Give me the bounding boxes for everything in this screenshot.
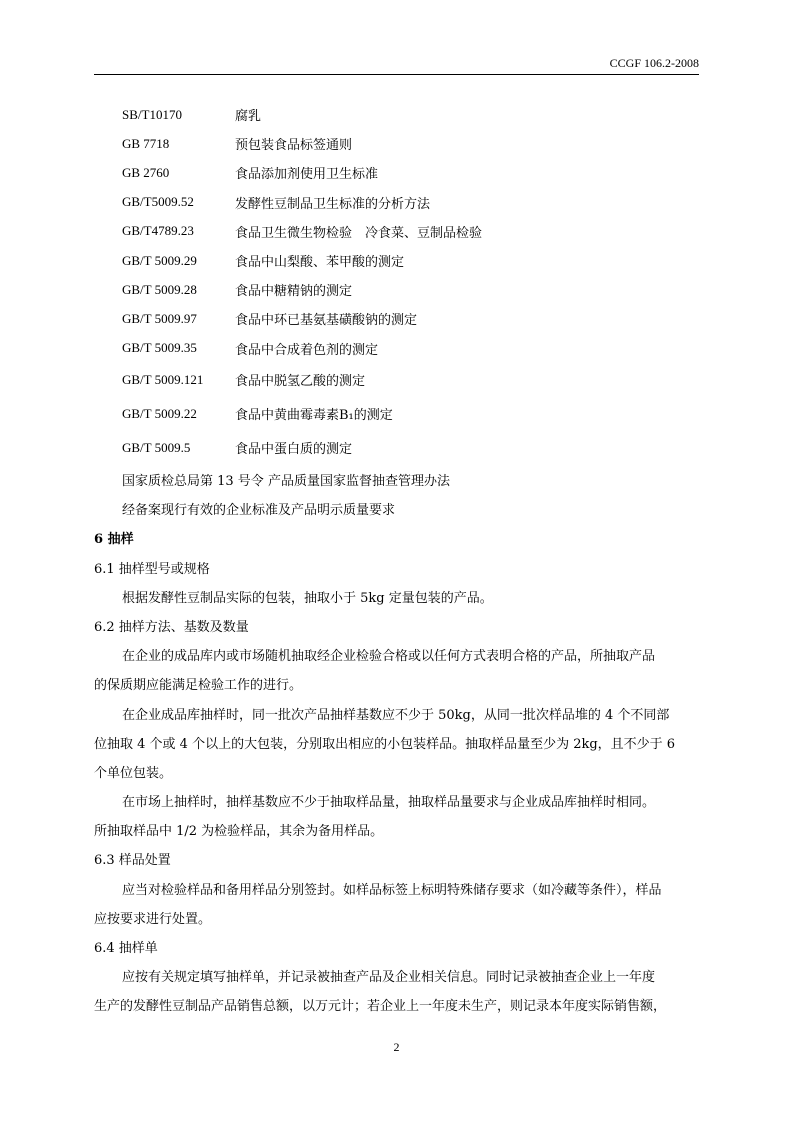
page-number: 2: [393, 1040, 400, 1054]
reference-item: [122, 334, 702, 363]
reference-title: 预包装食品标签通则: [235, 138, 353, 154]
standard-code: CCGF 106.2-2008: [609, 56, 699, 70]
subsection-heading: 6.3 样品处置: [94, 853, 171, 869]
reference-title: 食品中黄曲霉毒素B₁的测定: [235, 408, 393, 424]
reference-list: [122, 100, 702, 465]
paragraph-line: 根据发酵性豆制品实际的包装，抽取小于 5kg 定量包装的产品。: [122, 590, 493, 606]
header-divider: [94, 74, 699, 75]
reference-code: GB/T5009.52: [122, 194, 194, 210]
reference-title: 食品中环已基氨基磺酸钠的测定: [235, 313, 418, 329]
reference-item: [122, 188, 702, 217]
reference-code: GB 2760: [122, 164, 170, 180]
reference-code: GB/T4789.23: [122, 223, 194, 239]
paragraph-line: 所抽取样品中 1/2 为检验样品，其余为备用样品。: [94, 824, 384, 840]
paragraph-line: 生产的发酵性豆制品产品销售总额，以万元计；若企业上一年度未生产，则记录本年度实际销售额，: [94, 999, 667, 1015]
paragraph-line: 应当对检验样品和备用样品分别签封。如样品标签上标明特殊储存要求（如冷藏等条件），样品: [122, 882, 662, 898]
paragraph-line: 应按要求进行处置。: [94, 911, 212, 927]
reference-title: 食品中脱氢乙酸的测定: [235, 374, 366, 390]
subsection-heading: 6.1 抽样型号或规格: [94, 561, 210, 577]
reference-title: 发酵性豆制品卫生标准的分析方法: [235, 196, 431, 212]
regulation-reference: 经备案现行有效的企业标准及产品明示质量要求: [122, 503, 396, 519]
paragraph-line: 个单位包装。: [94, 765, 173, 781]
reference-code: GB/T 5009.28: [122, 281, 197, 297]
reference-code: GB/T 5009.121: [122, 371, 204, 387]
reference-title: 食品添加剂使用卫生标准: [235, 167, 379, 183]
reference-item: [122, 246, 702, 275]
reference-title: 食品中糖精钠的测定: [235, 284, 353, 300]
subsection-heading: 6.4 抽样单: [94, 941, 158, 956]
reference-item: [122, 100, 702, 129]
regulation-reference: 国家质检总局第 13 号令 产品质量国家监督抽查管理办法: [122, 474, 450, 489]
reference-title: 腐乳: [235, 109, 262, 125]
reference-code: SB/T10170: [122, 106, 182, 122]
reference-item: [122, 217, 702, 246]
reference-title: 食品中山梨酸、苯甲酸的测定: [235, 255, 405, 271]
reference-item: [122, 363, 702, 397]
subsection-heading: 6.2 抽样方法、基数及数量: [94, 619, 249, 635]
paragraph-line: 位抽取 4 个或 4 个以上的大包装，分别取出相应的小包装样品。抽取样品量至少为 2kg，且不少于 6: [94, 736, 676, 752]
paragraph-line: 的保质期应能满足检验工作的进行。: [94, 678, 303, 694]
reference-item: [122, 158, 702, 187]
reference-code: GB/T 5009.5: [122, 439, 191, 455]
reference-code: GB/T 5009.35: [122, 340, 197, 356]
reference-code: GB/T 5009.29: [122, 252, 197, 268]
document-body: [94, 467, 700, 1022]
paragraph-line: 在企业成品库抽样时，同一批次产品抽样基数应不少于 50kg，从同一批次样品堆的 4 个不同部: [122, 707, 670, 723]
reference-title: 食品卫生微生物检验 冷食菜、豆制品检验: [235, 225, 483, 241]
reference-code: GB/T 5009.22: [122, 405, 197, 421]
reference-item: [122, 431, 702, 465]
paragraph-line: 在市场上抽样时，抽样基数应不少于抽取样品量，抽取样品量要求与企业成品库抽样时相同。: [122, 795, 656, 811]
reference-item: [122, 304, 702, 333]
reference-code: GB 7718: [122, 135, 170, 151]
reference-title: 食品中合成着色剂的测定: [235, 342, 379, 358]
reference-item: [122, 129, 702, 158]
paragraph-line: 应按有关规定填写抽样单，并记录被抽查产品及企业相关信息。同时记录被抽查企业上一年度: [122, 970, 656, 986]
section-heading: 6 抽样: [94, 532, 134, 548]
reference-item: [122, 397, 702, 431]
reference-item: [122, 275, 702, 304]
reference-code: GB/T 5009.97: [122, 310, 197, 326]
paragraph-line: 在企业的成品库内或市场随机抽取经企业检验合格或以任何方式表明合格的产品，所抽取产品: [122, 649, 656, 665]
reference-title: 食品中蛋白质的测定: [235, 442, 353, 458]
